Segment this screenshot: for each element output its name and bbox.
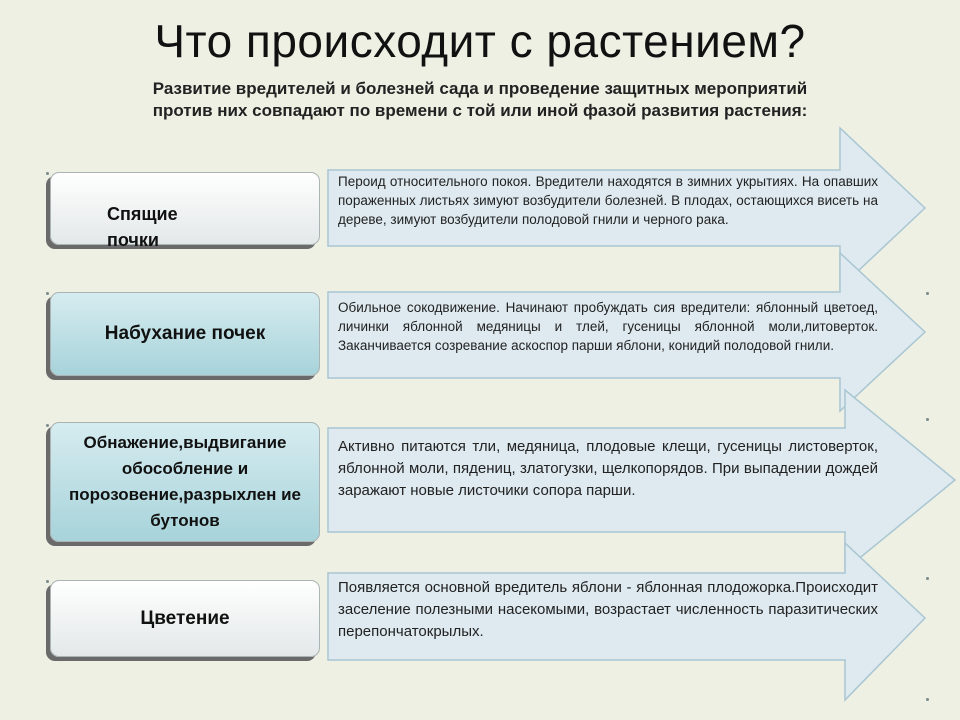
phase-label: Спящие почки: [107, 204, 178, 250]
phase-box-bud-swelling: [50, 292, 320, 376]
decor-dot: [46, 292, 49, 295]
stage-description: Обильное сокодвижение. Начинают пробуждать сия вредители: яблонный цветоед, личинки яблонной медяницы и тлей, гусеницы яблонной моли,литоверток. Заканчивается созревание аскоспор парши яблони, конидий полодовой гнили.: [338, 300, 878, 353]
phase-label: Обнажение,выдвигание обособление и порозовение,разрыхлен ие бутонов: [69, 433, 301, 530]
decor-dot: [926, 292, 929, 295]
phase-box-dormant-buds: [50, 172, 320, 250]
stage-description: Активно питаются тли, медяница, плодовые клещи, гусеницы листоверток, яблонной моли, пядениц, златогузки, щелкопорядов. При выпадении дождей заражают новые листочики сопора парши.: [338, 438, 878, 499]
decor-dot: [46, 424, 49, 427]
decor-dot: [46, 580, 49, 583]
phase-box-flowering: [50, 580, 320, 657]
decor-dot: [926, 698, 929, 701]
subtitle-line-2: против них совпадают по времени с той или иной фазой развития растения:: [152, 101, 808, 120]
phase-label: Цветение: [140, 607, 230, 629]
subtitle-line-1: Развитие вредителей и болезней сада и проведение защитных мероприятий: [152, 79, 808, 98]
decor-dot: [926, 577, 929, 580]
phase-label: Набухание почек: [104, 323, 266, 344]
phase-box-bud-separation: [50, 422, 320, 542]
stage-description: Появляется основной вредитель яблони - яблонная плодожорка.Происходит заселение полезными насекомыми, возрастает численность паразитических перепончатокрылых.: [338, 579, 878, 640]
stage-description: Пероид относительного покоя. Вредители находятся в зимних укрытиях. На опавших пораженных листьях зимуют возбудители болезней. В плодах, остающихся висеть на дереве, зимуют возбудители полодовой гнили и черного рака.: [338, 174, 878, 227]
decor-dot: [926, 418, 929, 421]
decor-dot: [46, 172, 49, 175]
slide-title: Что происходит с растением?: [154, 15, 806, 67]
